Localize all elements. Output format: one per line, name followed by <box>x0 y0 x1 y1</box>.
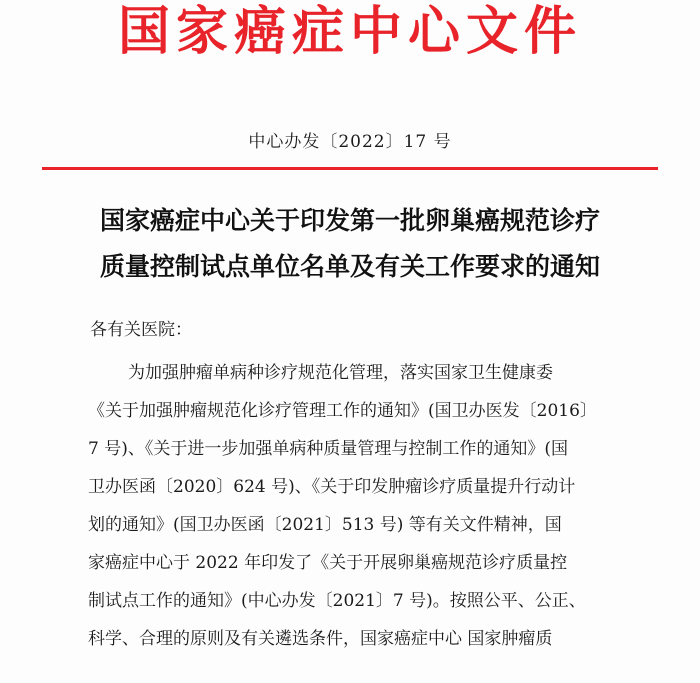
body-line: 7 号)、《关于进一步加强单病种质量管理与控制工作的通知》(国 <box>88 439 568 459</box>
body-line: 科学、合理的原则及有关遴选条件，国家癌症中心 国家肿瘤质 <box>88 629 553 649</box>
document-number: 中心办发〔2022〕17 号 <box>248 132 452 152</box>
salutation: 各有关医院： <box>90 320 192 340</box>
body-line: 家癌症中心于 2022 年印发了《关于开展卵巢癌规范诊疗质量控 <box>88 553 568 573</box>
document-title-line: 国家癌症中心关于印发第一批卵巢癌规范诊疗 <box>99 206 600 235</box>
document-title-line: 质量控制试点单位名单及有关工作要求的通知 <box>99 252 600 281</box>
body-line: 为加强肿瘤单病种诊疗规范化管理，落实国家卫生健康委 <box>128 363 553 383</box>
red-divider-line <box>42 167 658 170</box>
body-line: 卫办医函〔2020〕624 号)、《关于印发肿瘤诊疗质量提升行动计 <box>88 477 576 497</box>
body-line: 制试点工作的通知》(中心办发〔2021〕7 号)。按照公平、公正、 <box>88 591 586 611</box>
body-line: 划的通知》(国卫办医函〔2021〕513 号) 等有关文件精神，国 <box>88 515 562 535</box>
body-line: 《关于加强肿瘤规范化诊疗管理工作的通知》(国卫办医发〔2016〕 <box>88 401 597 421</box>
org-header-title: 国家癌症中心文件 <box>117 1 582 62</box>
document-title <box>0 198 700 290</box>
